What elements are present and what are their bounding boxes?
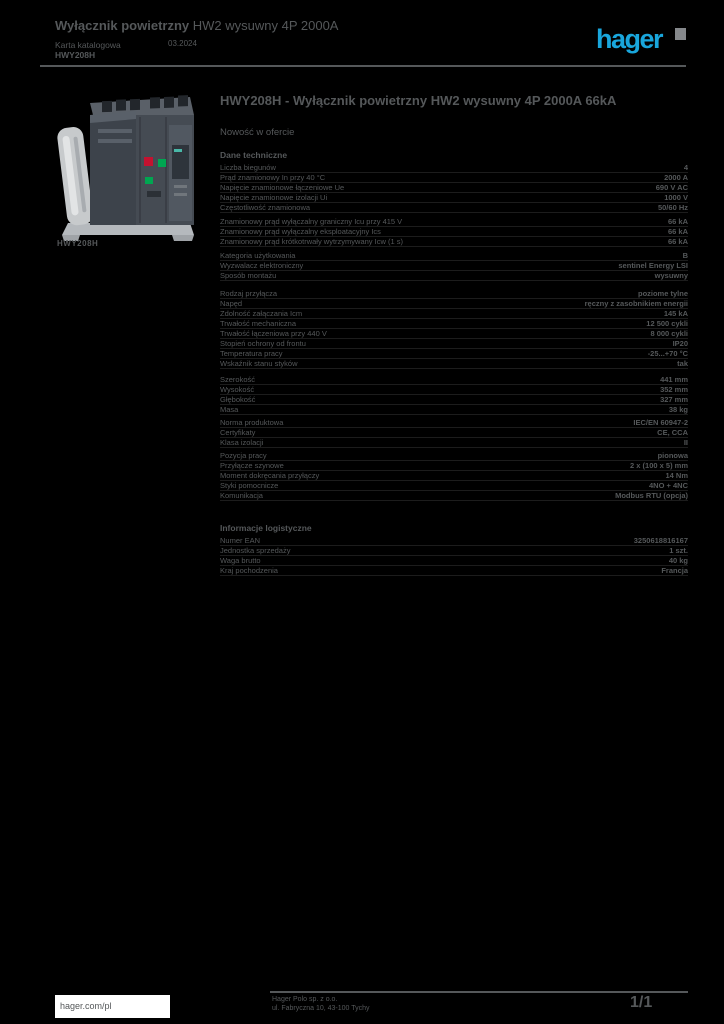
spec-value: 352 mm	[660, 385, 688, 394]
spec-label: Napięcie znamionowe łączeniowe Ue	[220, 183, 345, 192]
footer-rule	[270, 991, 688, 993]
spec-row	[220, 359, 688, 369]
spec-group	[220, 289, 688, 369]
spec-label: Waga brutto	[220, 556, 261, 565]
website-link[interactable]: hager.com/pl	[60, 1001, 112, 1011]
spec-label: Certyfikaty	[220, 428, 256, 437]
footer-address: ul. Fabryczna 10, 43-100 Tychy	[272, 1005, 370, 1012]
racking-lever	[56, 126, 94, 226]
spec-row	[220, 566, 688, 576]
spec-row	[220, 349, 688, 359]
spec-value: 145 kA	[663, 309, 688, 318]
spec-value: CE, CCA	[657, 428, 688, 437]
section-heading: Dane techniczne	[220, 150, 288, 160]
spec-label: Znamionowy prąd wyłączalny eksploatacyjny Ics	[220, 227, 381, 236]
product-image	[50, 85, 200, 245]
spec-value: 38 kg	[668, 405, 688, 414]
spec-label: Temperatura pracy	[220, 349, 283, 358]
spec-value: 66 kA	[667, 217, 688, 226]
spec-value: 2 x (100 x 5) mm	[630, 461, 688, 470]
spec-label: Moment dokręcania przyłączy	[220, 471, 320, 480]
spec-value: wysuwny	[654, 271, 688, 280]
on-button-green	[158, 159, 166, 167]
spec-row	[220, 385, 688, 395]
spec-label: Masa	[220, 405, 239, 414]
spec-value: Modbus RTU (opcja)	[615, 491, 688, 500]
spec-label: Częstotliwość znamionowa	[220, 203, 311, 212]
spec-value: 12 500 cykli	[646, 319, 688, 328]
spec-group	[220, 163, 688, 213]
spec-value: 3250618816167	[633, 536, 688, 545]
spec-row	[220, 395, 688, 405]
spec-value: 8 000 cykli	[650, 329, 688, 338]
breaker-foot-right	[172, 235, 194, 241]
product-image-caption: HWY208H	[57, 239, 99, 248]
spec-value: 66 kA	[667, 227, 688, 236]
spec-group	[220, 451, 688, 501]
header-corner-mark	[675, 28, 686, 40]
page-indicator: 1/1	[630, 994, 653, 1011]
faceplate-ridge	[98, 129, 132, 133]
spec-row	[220, 217, 688, 227]
spec-row	[220, 261, 688, 271]
spec-label: Napięcie znamionowe izolacji Ui	[220, 193, 328, 202]
spec-value: 4	[683, 163, 688, 172]
spec-row	[220, 251, 688, 261]
product-subtitle: Nowość w ofercie	[220, 127, 295, 138]
spec-row	[220, 271, 688, 281]
spec-value: IP20	[672, 339, 688, 348]
spec-label: Napęd	[220, 299, 243, 308]
spec-label: Głębokość	[220, 395, 256, 404]
spec-label: Stopień ochrony od frontu	[220, 339, 306, 348]
spec-label: Znamionowy prąd krótkotrwały wytrzymywany Icw (1 s)	[220, 237, 403, 246]
spec-label: Znamionowy prąd wyłączalny graniczny Icu przy 415 V	[220, 217, 403, 226]
spec-group	[220, 418, 688, 448]
spec-value: 327 mm	[660, 395, 688, 404]
spec-row	[220, 556, 688, 566]
spec-label: Numer EAN	[220, 536, 261, 545]
section-heading: Informacje logistyczne	[220, 523, 312, 533]
spec-row	[220, 163, 688, 173]
spec-row	[220, 203, 688, 213]
website-box[interactable]	[55, 995, 170, 1018]
header-title-rest: HW2 wysuwny 4P 2000A	[189, 18, 339, 33]
spec-label: Wskaźnik stanu styków	[220, 359, 298, 368]
spec-value: 4NO + 4NC	[649, 481, 688, 490]
spec-label: Trwałość mechaniczna	[220, 319, 296, 328]
spec-value: 66 kA	[667, 237, 688, 246]
spec-label: Zdolność załączania Icm	[220, 309, 303, 318]
spec-value: 14 Nm	[665, 471, 688, 480]
status-indicator-green	[145, 177, 153, 184]
trip-unit-label-2	[174, 193, 187, 196]
spec-row	[220, 471, 688, 481]
spec-label: Kategoria użytkowania	[220, 251, 296, 260]
spec-value: sentinel Energy LSI	[618, 261, 688, 270]
spec-value: Francja	[661, 566, 688, 575]
spec-row	[220, 227, 688, 237]
spec-value: 40 kg	[668, 556, 688, 565]
spec-row	[220, 546, 688, 556]
spec-label: Pozycja pracy	[220, 451, 267, 460]
spec-row	[220, 329, 688, 339]
spec-label: Przyłącze szynowe	[220, 461, 284, 470]
spec-row	[220, 536, 688, 546]
spec-row	[220, 428, 688, 438]
spec-value: pionowa	[657, 451, 688, 460]
spec-row	[220, 173, 688, 183]
handle-slot	[147, 191, 161, 197]
spec-label: Wyzwalacz elektroniczny	[220, 261, 304, 270]
header-reference: HWY208H	[55, 50, 96, 60]
spec-label: Trwałość łączeniowa przy 440 V	[220, 329, 327, 338]
spec-value: 1000 V	[664, 193, 688, 202]
spec-row	[220, 289, 688, 299]
spec-row	[220, 309, 688, 319]
spec-row	[220, 438, 688, 448]
spec-value: 50/60 Hz	[657, 203, 688, 212]
trip-unit-label	[174, 185, 187, 188]
spec-row	[220, 339, 688, 349]
spec-row	[220, 299, 688, 309]
spec-value: -25...+70 °C	[647, 349, 688, 358]
footer-company: Hager Polo sp. z o.o.	[272, 996, 338, 1003]
spec-row	[220, 418, 688, 428]
spec-row	[220, 451, 688, 461]
spec-value: 441 mm	[660, 375, 688, 384]
header-doc-label: Karta katalogowa	[55, 40, 121, 50]
spec-row	[220, 183, 688, 193]
spec-group	[220, 375, 688, 415]
spec-group	[220, 251, 688, 281]
spec-label: Sposób montażu	[220, 271, 277, 280]
spec-label: Wysokość	[220, 385, 255, 394]
spec-value: ręczny z zasobnikiem energii	[584, 299, 688, 308]
spec-label: Liczba biegunów	[220, 163, 276, 172]
spec-row	[220, 491, 688, 501]
spec-value: tak	[677, 359, 688, 368]
footer-company-block	[272, 995, 370, 1013]
spec-table	[220, 150, 688, 576]
spec-label: Kraj pochodzenia	[220, 566, 278, 575]
spec-value: 1 szt.	[669, 546, 688, 555]
hager-logo: hager	[596, 24, 663, 54]
spec-label: Styki pomocnicze	[220, 481, 279, 490]
spec-value: 2000 A	[664, 173, 688, 182]
header-title-bold: Wyłącznik powietrzny	[55, 18, 190, 33]
spec-label: Klasa izolacji	[220, 438, 264, 447]
faceplate-ridge-2	[98, 139, 132, 143]
spec-value: IEC/EN 60947-2	[633, 418, 688, 427]
spec-value: 690 V AC	[655, 183, 688, 192]
spec-label: Rodzaj przyłącza	[220, 289, 278, 298]
spec-group	[220, 536, 688, 576]
spec-label: Jednostka sprzedaży	[220, 546, 291, 555]
spec-row	[220, 193, 688, 203]
spec-row	[220, 319, 688, 329]
spec-label: Komunikacja	[220, 491, 263, 500]
spec-row	[220, 405, 688, 415]
display-readout	[174, 149, 182, 152]
header-rule	[40, 65, 686, 67]
spec-row	[220, 481, 688, 491]
spec-row	[220, 237, 688, 247]
spec-row	[220, 375, 688, 385]
spec-label: Szerokość	[220, 375, 256, 384]
spec-label: Norma produktowa	[220, 418, 284, 427]
header-title	[55, 18, 338, 33]
spec-value: II	[683, 438, 688, 447]
header-doc-date: 03.2024	[168, 39, 197, 48]
spec-row	[220, 461, 688, 471]
off-button-red	[144, 157, 153, 166]
spec-group	[220, 217, 688, 247]
spec-label: Prąd znamionowy In przy 40 °C	[220, 173, 326, 182]
spec-value: B	[682, 251, 688, 260]
product-title: HWY208H - Wyłącznik powietrzny HW2 wysuwny 4P 2000A 66kA	[220, 93, 617, 108]
spec-value: poziome tylne	[637, 289, 688, 298]
